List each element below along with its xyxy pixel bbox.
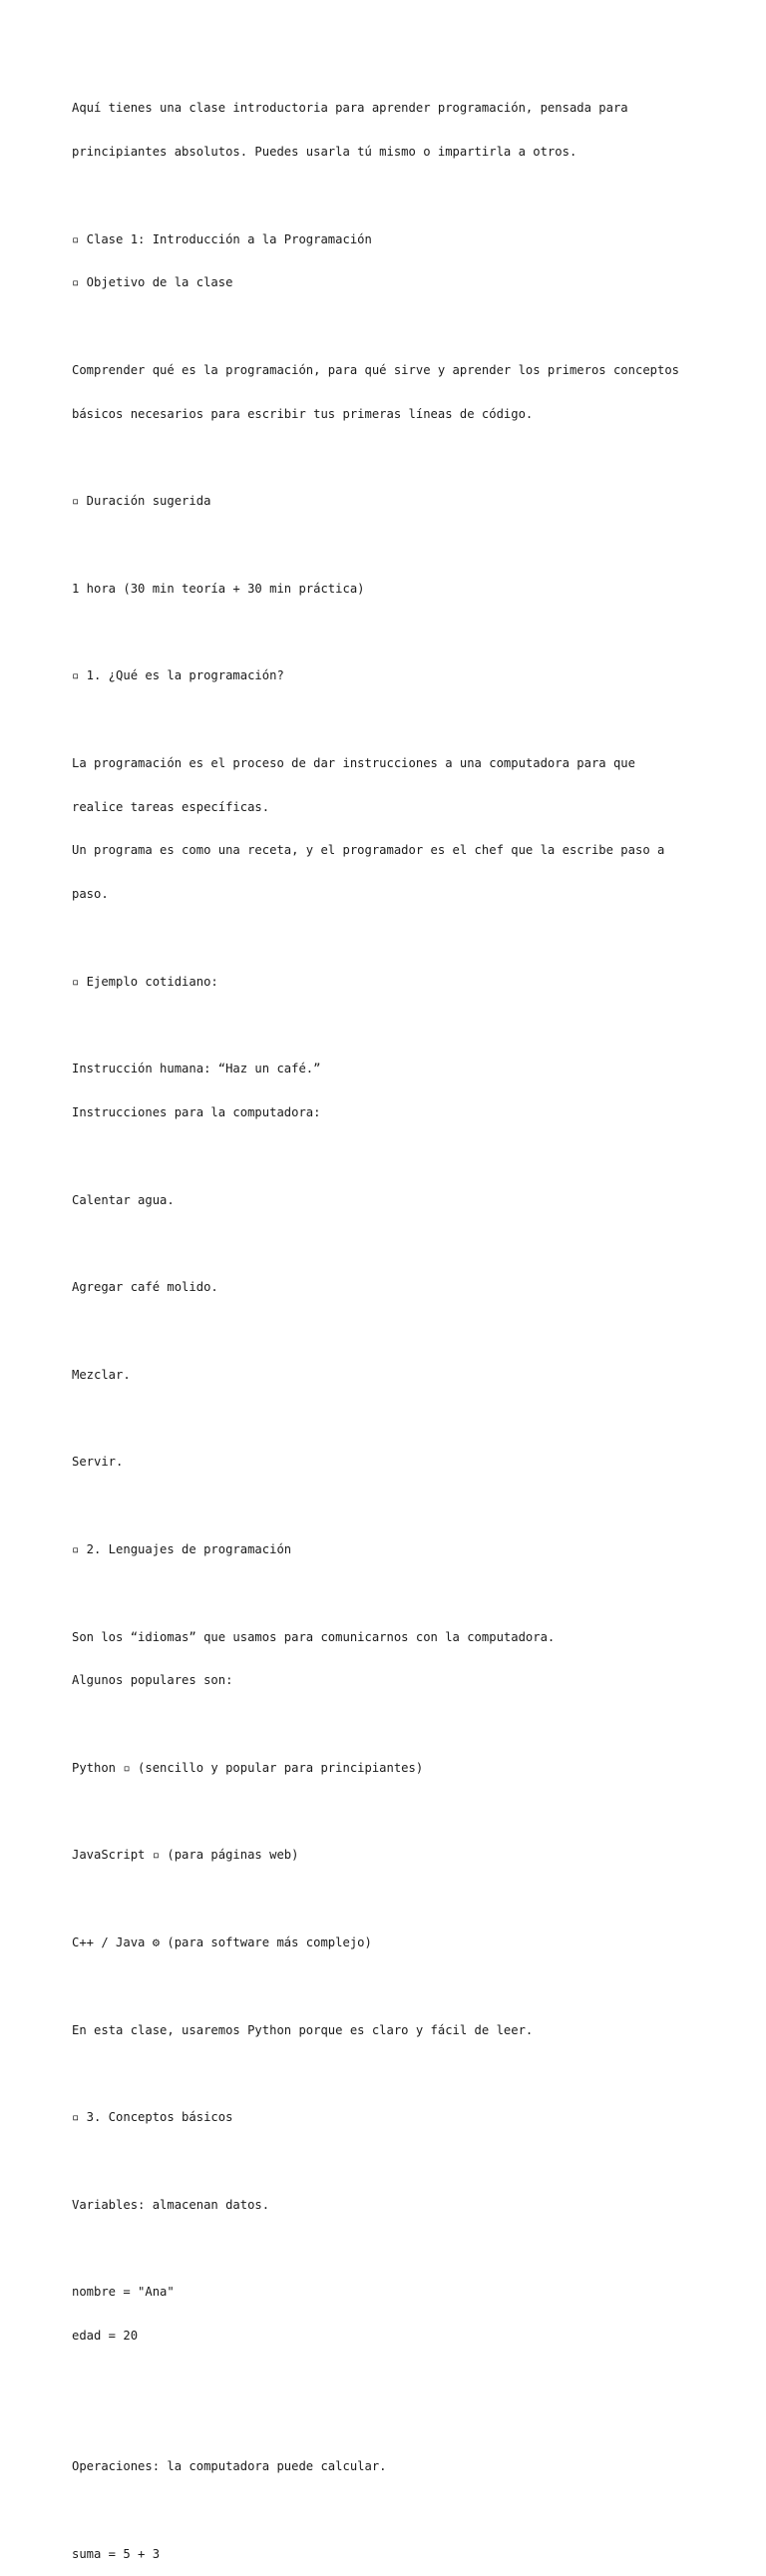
objective-heading: ▫ Objetivo de la clase [72,275,233,290]
example-computer-instructions: Instrucciones para la computadora: [72,1105,321,1120]
blank-line [72,2241,710,2256]
section-1-line-4: paso. [72,887,109,902]
section-1-heading: ▫ 1. ¿Qué es la programación? [72,668,284,683]
language-javascript: JavaScript ▫ (para páginas web) [72,1848,299,1863]
blank-line [72,1717,710,1732]
section-3-heading: ▫ 3. Conceptos básicos [72,2110,233,2125]
step-heat-water: Calentar agua. [72,1192,175,1207]
blank-line [72,1324,710,1339]
code-line-suma: suma = 5 + 3 [72,2546,161,2561]
step-mix: Mezclar. [72,1367,131,1382]
class-title: ▫ Clase 1: Introducción a la Programación [72,231,372,246]
section-2-line-1: Son los “idiomas” que usamos para comunicarnos con la computadora. [72,1629,556,1644]
blank-line [72,2416,710,2431]
blank-line [72,450,710,465]
section-2-line-2: Algunos populares son: [72,1673,233,1688]
blank-line [72,1412,710,1427]
code-line-nombre: nombre = "Ana" [72,2285,175,2300]
duration-heading: ▫ Duración sugerida [72,494,211,509]
intro-line-2: principiantes absolutos. Puedes usarla tú mismo o impartirla a otros. [72,144,577,159]
blank-line [72,712,710,727]
example-heading: ▫ Ejemplo cotidiano: [72,974,218,989]
blank-line [72,1149,710,1164]
objective-line-2: básicos necesarios para escribir tus primeras líneas de código. [72,406,534,421]
section-2-conclusion: En esta clase, usaremos Python porque es claro y fácil de leer. [72,2022,534,2037]
step-serve: Servir. [72,1455,124,1470]
section-1-line-1: La programación es el proceso de dar instrucciones a una computadora para que [72,755,635,770]
blank-line [72,319,710,334]
section-1-line-2: realice tareas específicas. [72,799,270,814]
objective-line-1: Comprender qué es la programación, para qué sirve y aprender los primeros conceptos [72,362,680,377]
code-line-edad: edad = 20 [72,2329,139,2344]
blank-line [72,1237,710,1252]
language-cpp-java: C++ / Java ⚙ (para software más complejo) [72,1935,372,1949]
section-2-heading: ▫ 2. Lenguajes de programación [72,1541,292,1556]
operations-definition: Operaciones: la computadora puede calcular. [72,2459,387,2474]
intro-line-1: Aquí tienes una clase introductoria para aprender programación, pensada para [72,101,628,116]
step-add-coffee: Agregar café molido. [72,1280,218,1295]
blank-line [72,2372,710,2387]
blank-line [72,1499,710,1513]
blank-line [72,538,710,553]
blank-line [72,1892,710,1907]
blank-line [72,1979,710,1994]
blank-line [72,1805,710,1820]
language-python: Python ▫ (sencillo y popular para principiantes) [72,1760,424,1775]
blank-line [72,1586,710,1601]
document-page [72,72,710,2576]
blank-line [72,1019,710,1034]
section-1-line-3: Un programa es como una receta, y el programador es el chef que la escribe paso a [72,843,665,858]
blank-line [72,189,710,204]
variables-definition: Variables: almacenan datos. [72,2197,270,2212]
blank-line [72,2503,710,2518]
example-human-instruction: Instrucción humana: “Haz un café.” [72,1062,321,1076]
blank-line [72,626,710,641]
blank-line [72,931,710,946]
duration-text: 1 hora (30 min teoría + 30 min práctica) [72,581,365,596]
blank-line [72,2066,710,2081]
blank-line [72,2154,710,2169]
